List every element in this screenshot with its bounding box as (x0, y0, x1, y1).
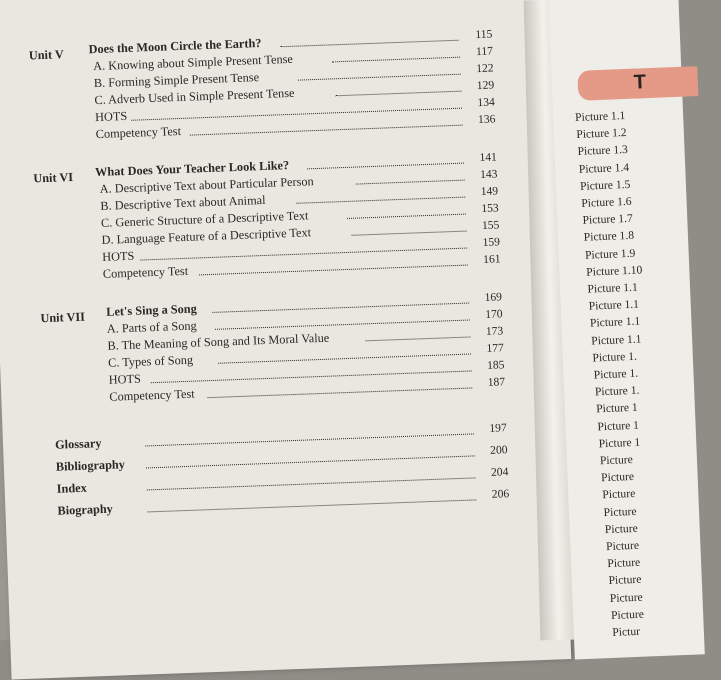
picture-list-item: Picture (605, 538, 640, 554)
dot-leader (147, 477, 476, 490)
unit-title: Let's Sing a Song (105, 301, 197, 319)
picture-list-item: Picture 1. (593, 366, 639, 382)
picture-list-item: Picture (599, 452, 634, 468)
picture-list-item: Picture 1.2 (576, 126, 627, 142)
picture-list-item: Picture (602, 487, 636, 502)
dot-leader (218, 353, 471, 363)
toc-entry: HOTS (108, 371, 142, 387)
dot-leader (212, 303, 469, 313)
backmatter-label: Biography (57, 501, 114, 518)
toc-entry: HOTS (101, 248, 135, 264)
picture-list-item: Picture 1. (592, 349, 638, 365)
picture-list-item: Picture 1. (594, 383, 640, 399)
dot-leader (307, 163, 464, 170)
page-number: 161 (482, 252, 501, 266)
toc-entry: A. Descriptive Text about Particular Person (99, 174, 314, 196)
picture-list-item: Picture 1.6 (581, 194, 632, 210)
picture-list-item: Picture 1 (598, 435, 641, 451)
page-number: 204 (490, 465, 509, 479)
toc-entry: B. The Meaning of Song and Its Moral Value (107, 330, 330, 353)
dot-leader (347, 214, 466, 219)
page-number: 169 (484, 290, 503, 304)
picture-list-item: Picture 1 (595, 401, 638, 416)
toc-entry: Competency Test (95, 123, 182, 142)
dot-leader (298, 74, 461, 81)
page-number: 185 (486, 358, 505, 372)
dot-leader (140, 248, 467, 261)
section-tab-letter: T (633, 71, 647, 94)
dot-leader (296, 197, 465, 204)
dot-leader (215, 320, 470, 330)
dot-leader (146, 455, 475, 468)
page-number: 187 (487, 375, 506, 389)
page-number: 170 (484, 307, 503, 321)
toc-entry: D. Language Feature of a Descriptive Text (101, 225, 312, 247)
picture-list-item: Picture (600, 470, 635, 485)
picture-list-item: Picture 1.4 (578, 160, 630, 176)
toc-entry: A. Parts of a Song (106, 318, 197, 336)
page-number: 141 (479, 150, 498, 165)
unit-label: Unit VI (33, 169, 74, 186)
dot-leader (148, 499, 477, 512)
toc-entry: A. Knowing about Simple Present Tense (92, 51, 294, 74)
picture-list-item: Picture 1.8 (583, 229, 635, 245)
unit-label: Unit V (28, 47, 64, 63)
page-number: 115 (475, 27, 493, 42)
page-number: 200 (489, 443, 508, 457)
dot-leader (356, 180, 465, 185)
picture-list-item: Picture 1.7 (582, 211, 634, 227)
dot-leader (281, 40, 459, 48)
picture-list-item: Picture (604, 521, 638, 536)
page-number: 155 (481, 218, 500, 232)
page-number: 206 (491, 487, 510, 501)
toc-entry: C. Generic Structure of a Descriptive Text (100, 208, 309, 230)
page-number: 149 (480, 184, 499, 199)
picture-list-item: Picture (603, 504, 637, 519)
dot-leader (145, 433, 474, 446)
dot-leader (365, 336, 470, 341)
picture-list-item: Picture (609, 590, 643, 605)
toc-entry: B. Descriptive Text about Animal (100, 192, 266, 213)
backmatter-label: Bibliography (55, 457, 126, 474)
dot-leader (131, 108, 462, 121)
toc-entry: HOTS (94, 108, 128, 125)
dot-leader (207, 387, 472, 398)
dot-leader (335, 91, 461, 97)
dot-leader (190, 125, 463, 136)
page-number: 197 (489, 421, 507, 435)
section-tab (577, 66, 698, 101)
page-number: 159 (482, 235, 501, 249)
picture-list-item: Picture (610, 607, 645, 622)
unit-title: What Does Your Teacher Look Like? (94, 158, 290, 180)
picture-list-item: Picture 1.3 (577, 143, 629, 159)
dot-leader (151, 370, 472, 383)
page-number: 134 (477, 95, 496, 110)
page-number: 153 (481, 201, 499, 215)
picture-list-item: Picture 1.1 (590, 332, 642, 348)
toc-entry: Competency Test (109, 386, 195, 404)
picture-list-item: Picture 1.1 (588, 297, 640, 313)
page-number: 143 (479, 167, 498, 182)
toc-entry: C. Types of Song (107, 352, 194, 370)
picture-list-item: Pictur (612, 624, 641, 639)
page-number: 117 (475, 44, 494, 59)
page-number: 177 (486, 341, 505, 355)
picture-list-item: Picture (608, 573, 642, 588)
unit-title: Does the Moon Circle the Earth? (88, 35, 262, 57)
page-number: 122 (475, 61, 494, 76)
picture-list-item: Picture 1.1 (587, 280, 638, 296)
dot-leader (332, 57, 460, 63)
backmatter-label: Index (56, 480, 88, 496)
facing-page (548, 0, 705, 659)
page-number: 136 (477, 112, 496, 127)
dot-leader (199, 265, 468, 276)
unit-label: Unit VII (40, 309, 86, 326)
picture-list-item: Picture 1.10 (586, 263, 643, 279)
picture-list-item: Picture (607, 555, 641, 571)
picture-list-item: Picture 1.1 (574, 109, 626, 125)
toc-entry: B. Forming Simple Present Tense (93, 70, 260, 91)
picture-list-item: Picture 1.1 (589, 314, 641, 330)
picture-list-item: Picture 1.9 (584, 246, 636, 262)
page-number: 173 (485, 324, 504, 338)
picture-list-item: Picture 1.5 (579, 177, 631, 193)
page-number: 129 (476, 78, 495, 93)
toc-entry: C. Adverb Used in Simple Present Tense (94, 85, 295, 108)
picture-list-item: Picture 1 (597, 418, 640, 433)
backmatter-label: Glossary (54, 436, 102, 452)
toc-entry: Competency Test (102, 263, 189, 281)
dot-leader (352, 231, 467, 236)
